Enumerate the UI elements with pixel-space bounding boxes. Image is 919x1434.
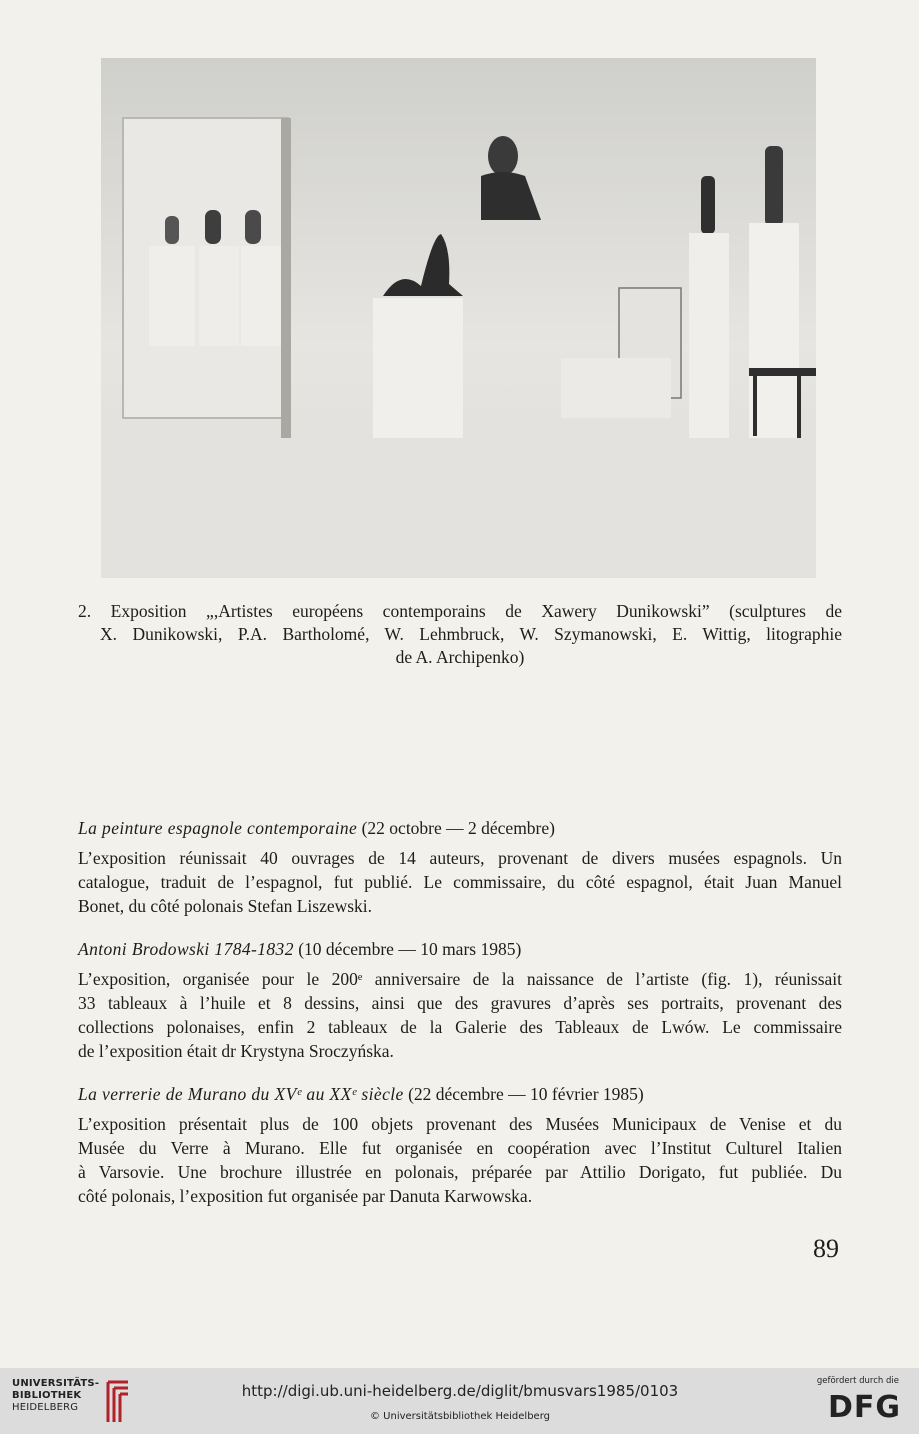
paragraph-line: L’exposition réunissait 40 ouvrages de 14 auteurs, provenant de divers musées espagnols. Un: [78, 848, 842, 868]
paragraph-line: Musée du Verre à Murano. Elle fut organisée en coopération avec l’Institut Culturel Italien: [78, 1138, 842, 1158]
section-heading: [78, 1082, 842, 1106]
caption-line-1: 2. Exposition „,Artistes européens contemporains de Xawery Dunikowski” (sculptures de: [78, 601, 842, 621]
figure-caption: [78, 600, 842, 669]
paragraph-line: catalogue, traduit de l’espagnol, fut publié. Le commissaire, du côté espagnol, était Juan Manuel: [78, 872, 842, 892]
section-title: La verrerie de Murano du XVᵉ au XXᵉ siècle: [78, 1084, 404, 1104]
paragraph-line: de l’exposition était dr Krystyna Sroczyńska.: [78, 1041, 394, 1061]
section-heading: [78, 937, 842, 961]
paragraph-line: Bonet, du côté polonais Stefan Liszewski.: [78, 896, 373, 916]
caption-line-3: de A. Archipenko): [395, 647, 525, 667]
section-dates: (22 octobre — 2 décembre): [361, 818, 555, 838]
section-dates: (10 décembre — 10 mars 1985): [298, 939, 522, 959]
library-name-line: HEIDELBERG: [12, 1402, 79, 1413]
paragraph-line: côté polonais, l’exposition fut organisée par Danuta Karwowska.: [78, 1186, 533, 1206]
caption-line-2: X. Dunikowski, P.A. Bartholomé, W. Lehmbruck, W. Szymanowski, E. Wittig, litographie: [100, 624, 842, 644]
paragraph-line: L’exposition, organisée pour le 200ᵉ anniversaire de la naissance de l’artiste (fig. 1), réunissait: [78, 969, 842, 989]
section-dates: (22 décembre — 10 février 1985): [408, 1084, 644, 1104]
library-name-line: BIBLIOTHEK: [12, 1390, 82, 1401]
section-paragraph: [78, 846, 842, 918]
section-verrerie-murano: [78, 1082, 842, 1208]
dfg-logo: DFG: [827, 1390, 901, 1425]
section-brodowski: [78, 937, 842, 1063]
paragraph-line: 33 tableaux à l’huile et 8 dessins, ainsi que des gravures d’après ses portraits, provenant des: [78, 993, 842, 1013]
digitization-footer: [0, 1368, 919, 1434]
page-number: 89: [813, 1234, 839, 1263]
section-paragraph: [78, 967, 842, 1063]
paragraph-line: collections polonaises, enfin 2 tableaux de la Galerie des Tableaux de Lwów. Le commissaire: [78, 1017, 842, 1037]
paragraph-line: à Varsovie. Une brochure illustrée en polonais, préparée par Attilio Dorigato, fut publiée. Du: [78, 1162, 842, 1182]
section-title: Antoni Brodowski 1784-1832: [78, 939, 294, 959]
section-title: La peinture espagnole contemporaine: [78, 818, 358, 838]
library-logo: [12, 1378, 132, 1426]
library-name-line: UNIVERSITÄTS-: [12, 1378, 100, 1389]
paragraph-line: L’exposition présentait plus de 100 objets provenant des Musées Municipaux de Venise et du: [78, 1114, 842, 1134]
copyright-notice: © Universitätsbibliothek Heidelberg: [369, 1411, 550, 1422]
section-heading: [78, 816, 842, 840]
permalink-url[interactable]: http://digi.ub.uni-heidelberg.de/diglit/bmusvars1985/0103: [241, 1382, 679, 1400]
exhibition-photograph: [101, 58, 816, 578]
section-paragraph: [78, 1112, 842, 1208]
library-mark-icon: [104, 1380, 132, 1424]
funding-note: gefördert durch die: [816, 1376, 899, 1386]
section-peinture-espagnole: [78, 816, 842, 918]
